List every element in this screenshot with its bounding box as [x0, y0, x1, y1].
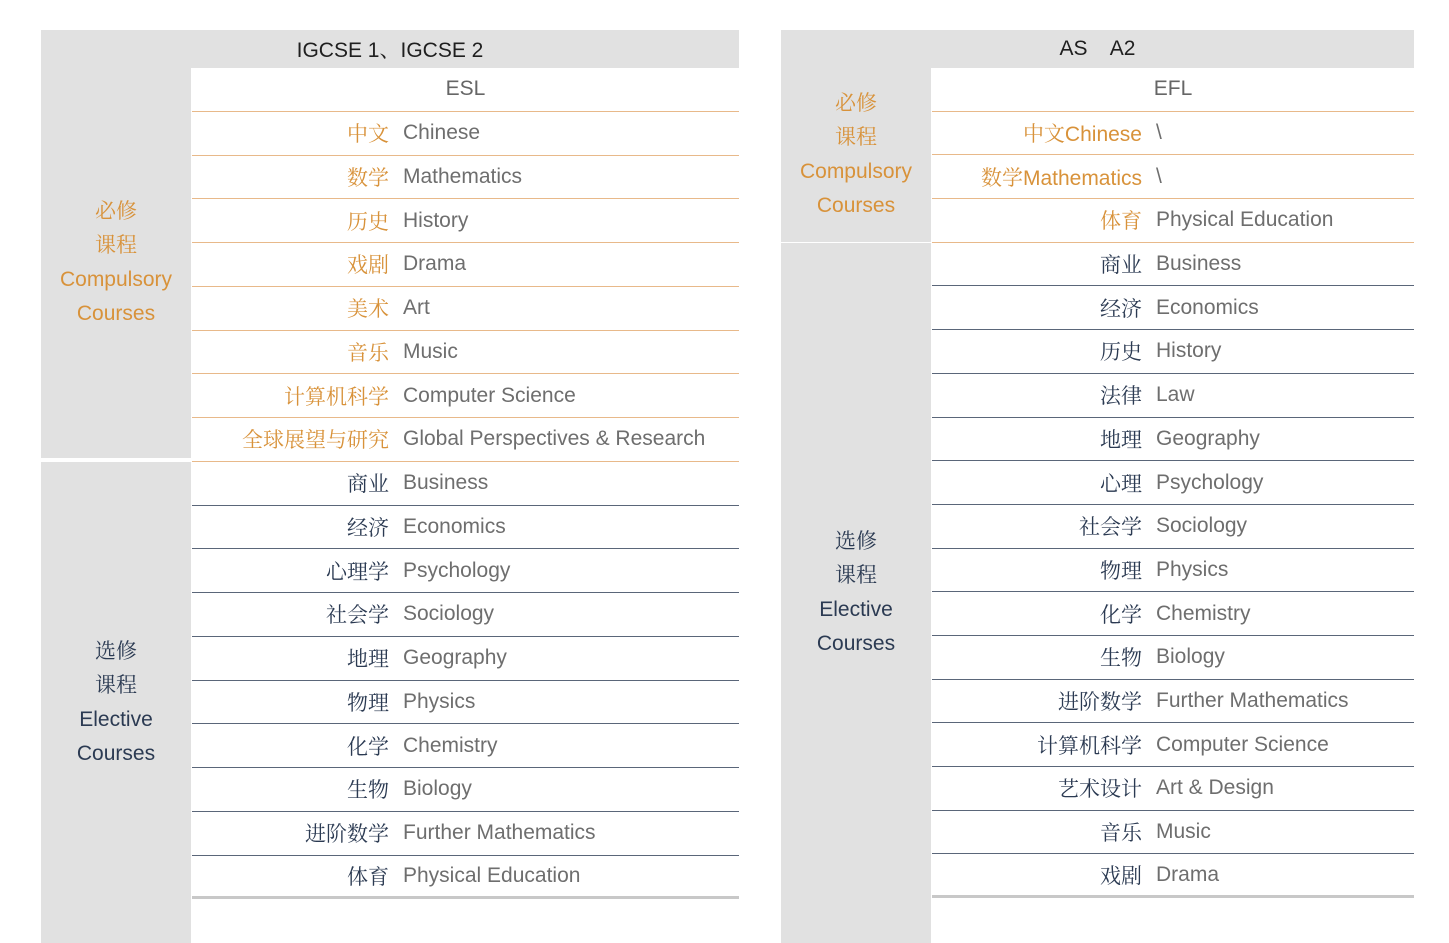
compulsory-course-row: [932, 199, 1414, 243]
elective-course-row: [932, 374, 1414, 418]
course-name-en: Geography: [403, 646, 507, 670]
course-name-en: Psychology: [403, 558, 511, 582]
course-name-zh: 全球展望与研究: [242, 429, 389, 453]
course-name-zh: 戏剧: [1100, 864, 1142, 888]
elective-course-row: [932, 811, 1414, 855]
elective-course-row: [192, 812, 739, 856]
course-name-zh: 化学: [1100, 603, 1142, 627]
elective-label-line: Courses: [76, 741, 156, 765]
compulsory-label-line: 课程: [95, 234, 137, 257]
course-name-zh: 法律: [1100, 385, 1142, 409]
as-a2-course-table: [781, 30, 1414, 888]
course-name-zh: 历史: [347, 210, 389, 234]
compulsory-label-line: Courses: [816, 194, 896, 217]
elective-label-line: 课程: [95, 673, 137, 697]
course-name-en: Drama: [1156, 862, 1220, 886]
compulsory-label-line: 必修: [95, 200, 137, 223]
elective-label-line: 选修: [835, 530, 877, 553]
course-name-zh: 生物: [347, 779, 389, 803]
course-name-zh: 化学: [347, 735, 389, 759]
compulsory-label-line: 必修: [835, 92, 877, 115]
course-name-en: Art: [403, 296, 430, 320]
course-name-en: Further Mathematics: [403, 821, 596, 845]
course-name-en: Drama: [403, 252, 467, 276]
elective-label-line: 课程: [835, 564, 877, 587]
course-name-zh: 心理学: [326, 560, 389, 584]
course-rows: [932, 68, 1414, 898]
compulsory-course-row: [192, 199, 739, 243]
course-name-en: Business: [1156, 252, 1242, 276]
course-name-zh: 计算机科学: [1037, 734, 1142, 758]
course-name-en: Chemistry: [403, 733, 498, 757]
elective-course-row: [932, 418, 1414, 462]
course-name-zh: 地理: [1100, 428, 1142, 452]
course-name-en: Sociology: [1156, 514, 1248, 538]
course-name-zh: 商业: [1100, 254, 1142, 278]
elective-course-row: [932, 243, 1414, 287]
elective-label-line: 选修: [95, 639, 137, 663]
compulsory-label-line: Compulsory: [59, 268, 173, 291]
igcse-course-table: [41, 30, 739, 889]
compulsory-course-row: [192, 374, 739, 418]
elective-course-row: [192, 681, 739, 725]
course-name-en: Music: [403, 339, 458, 363]
elective-label-line: Elective: [79, 707, 153, 731]
elective-course-row: [932, 636, 1414, 680]
course-name-en: Music: [1156, 820, 1211, 844]
table-header: AS A2: [781, 30, 1414, 68]
course-name-en: Mathematics: [403, 164, 523, 188]
course-name-en: Physical Education: [1156, 208, 1334, 232]
compulsory-label-line: Courses: [76, 302, 156, 325]
elective-course-row: [192, 506, 739, 550]
elective-course-row: [932, 854, 1414, 898]
course-name-zh: 中文Chinese: [1022, 123, 1142, 147]
course-name-zh: 艺术设计: [1058, 778, 1142, 802]
course-name-zh: 体育: [347, 865, 389, 889]
compulsory-group-label: [41, 68, 191, 458]
elective-course-row: [192, 593, 739, 637]
course-name-en: Chinese: [403, 121, 481, 145]
course-name-en: Economics: [1156, 295, 1259, 319]
course-name-en: \: [1156, 121, 1162, 145]
elective-course-row: [932, 680, 1414, 724]
course-name-zh: 戏剧: [347, 254, 389, 278]
course-name-en: Computer Science: [1156, 732, 1329, 756]
course-rows: [192, 68, 739, 899]
course-name-zh: 进阶数学: [1058, 690, 1142, 714]
course-name-en: Further Mathematics: [1156, 688, 1349, 712]
course-name-zh: 商业: [347, 473, 389, 497]
language-row: ESL: [192, 68, 739, 112]
elective-group-label: [41, 462, 191, 943]
course-name-en: Global Perspectives & Research: [403, 427, 706, 451]
course-name-en: Geography: [1156, 426, 1260, 450]
elective-course-row: [932, 461, 1414, 505]
course-name-zh: 地理: [347, 648, 389, 672]
course-name-en: Biology: [1156, 645, 1225, 669]
compulsory-group-label: [781, 68, 931, 242]
course-name-en: Computer Science: [403, 383, 576, 407]
course-name-en: Physics: [1156, 557, 1229, 581]
elective-course-row: [932, 592, 1414, 636]
compulsory-course-row: [932, 155, 1414, 199]
elective-course-row: [932, 723, 1414, 767]
compulsory-course-row: [192, 331, 739, 375]
course-name-en: Biology: [403, 777, 472, 801]
elective-course-row: [192, 724, 739, 768]
elective-course-row: [932, 286, 1414, 330]
course-name-en: Psychology: [1156, 470, 1264, 494]
course-name-zh: 社会学: [326, 604, 389, 628]
course-name-zh: 数学Mathematics: [980, 166, 1142, 190]
course-name-en: Sociology: [403, 602, 495, 626]
course-name-zh: 物理: [347, 691, 389, 715]
elective-course-row: [192, 768, 739, 812]
course-name-en: Physical Education: [403, 863, 581, 887]
course-name-zh: 体育: [1100, 210, 1142, 234]
course-name-en: Law: [1156, 383, 1195, 407]
course-name-zh: 音乐: [1100, 822, 1142, 846]
elective-course-row: [932, 505, 1414, 549]
course-name-zh: 数学: [347, 166, 389, 190]
elective-course-row: [192, 549, 739, 593]
course-name-zh: 经济: [1100, 297, 1142, 321]
course-name-zh: 物理: [1100, 559, 1142, 583]
language-row: EFL: [932, 68, 1414, 112]
course-name-en: Art & Design: [1156, 776, 1274, 800]
elective-group-label: [781, 243, 931, 943]
course-name-zh: 社会学: [1079, 516, 1142, 540]
elective-label-line: Elective: [819, 598, 893, 621]
course-name-zh: 中文: [347, 123, 389, 147]
compulsory-label-line: Compulsory: [799, 160, 913, 183]
compulsory-course-row: [932, 112, 1414, 156]
course-name-zh: 音乐: [347, 341, 389, 365]
compulsory-course-row: [192, 112, 739, 156]
elective-course-row: [192, 637, 739, 681]
elective-course-row: [192, 856, 739, 900]
course-name-en: Economics: [403, 514, 506, 538]
elective-course-row: [932, 330, 1414, 374]
course-name-zh: 生物: [1100, 647, 1142, 671]
course-name-zh: 进阶数学: [305, 823, 389, 847]
elective-label-line: Courses: [816, 632, 896, 655]
elective-course-row: [192, 462, 739, 506]
course-name-en: \: [1156, 164, 1162, 188]
course-name-zh: 美术: [347, 298, 389, 322]
compulsory-course-row: [192, 243, 739, 287]
course-name-zh: 心理: [1100, 472, 1142, 496]
compulsory-label-line: 课程: [835, 126, 877, 149]
elective-course-row: [932, 549, 1414, 593]
course-name-en: Business: [403, 471, 489, 495]
course-name-zh: 经济: [347, 516, 389, 540]
course-name-en: Physics: [403, 689, 476, 713]
compulsory-course-row: [192, 156, 739, 200]
compulsory-course-row: [192, 418, 739, 462]
course-name-zh: 计算机科学: [284, 385, 389, 409]
elective-course-row: [932, 767, 1414, 811]
course-name-en: History: [1156, 339, 1222, 363]
course-name-en: Chemistry: [1156, 601, 1251, 625]
course-name-zh: 历史: [1100, 341, 1142, 365]
table-header: IGCSE 1、IGCSE 2: [41, 30, 739, 68]
compulsory-course-row: [192, 287, 739, 331]
course-name-en: History: [403, 208, 469, 232]
